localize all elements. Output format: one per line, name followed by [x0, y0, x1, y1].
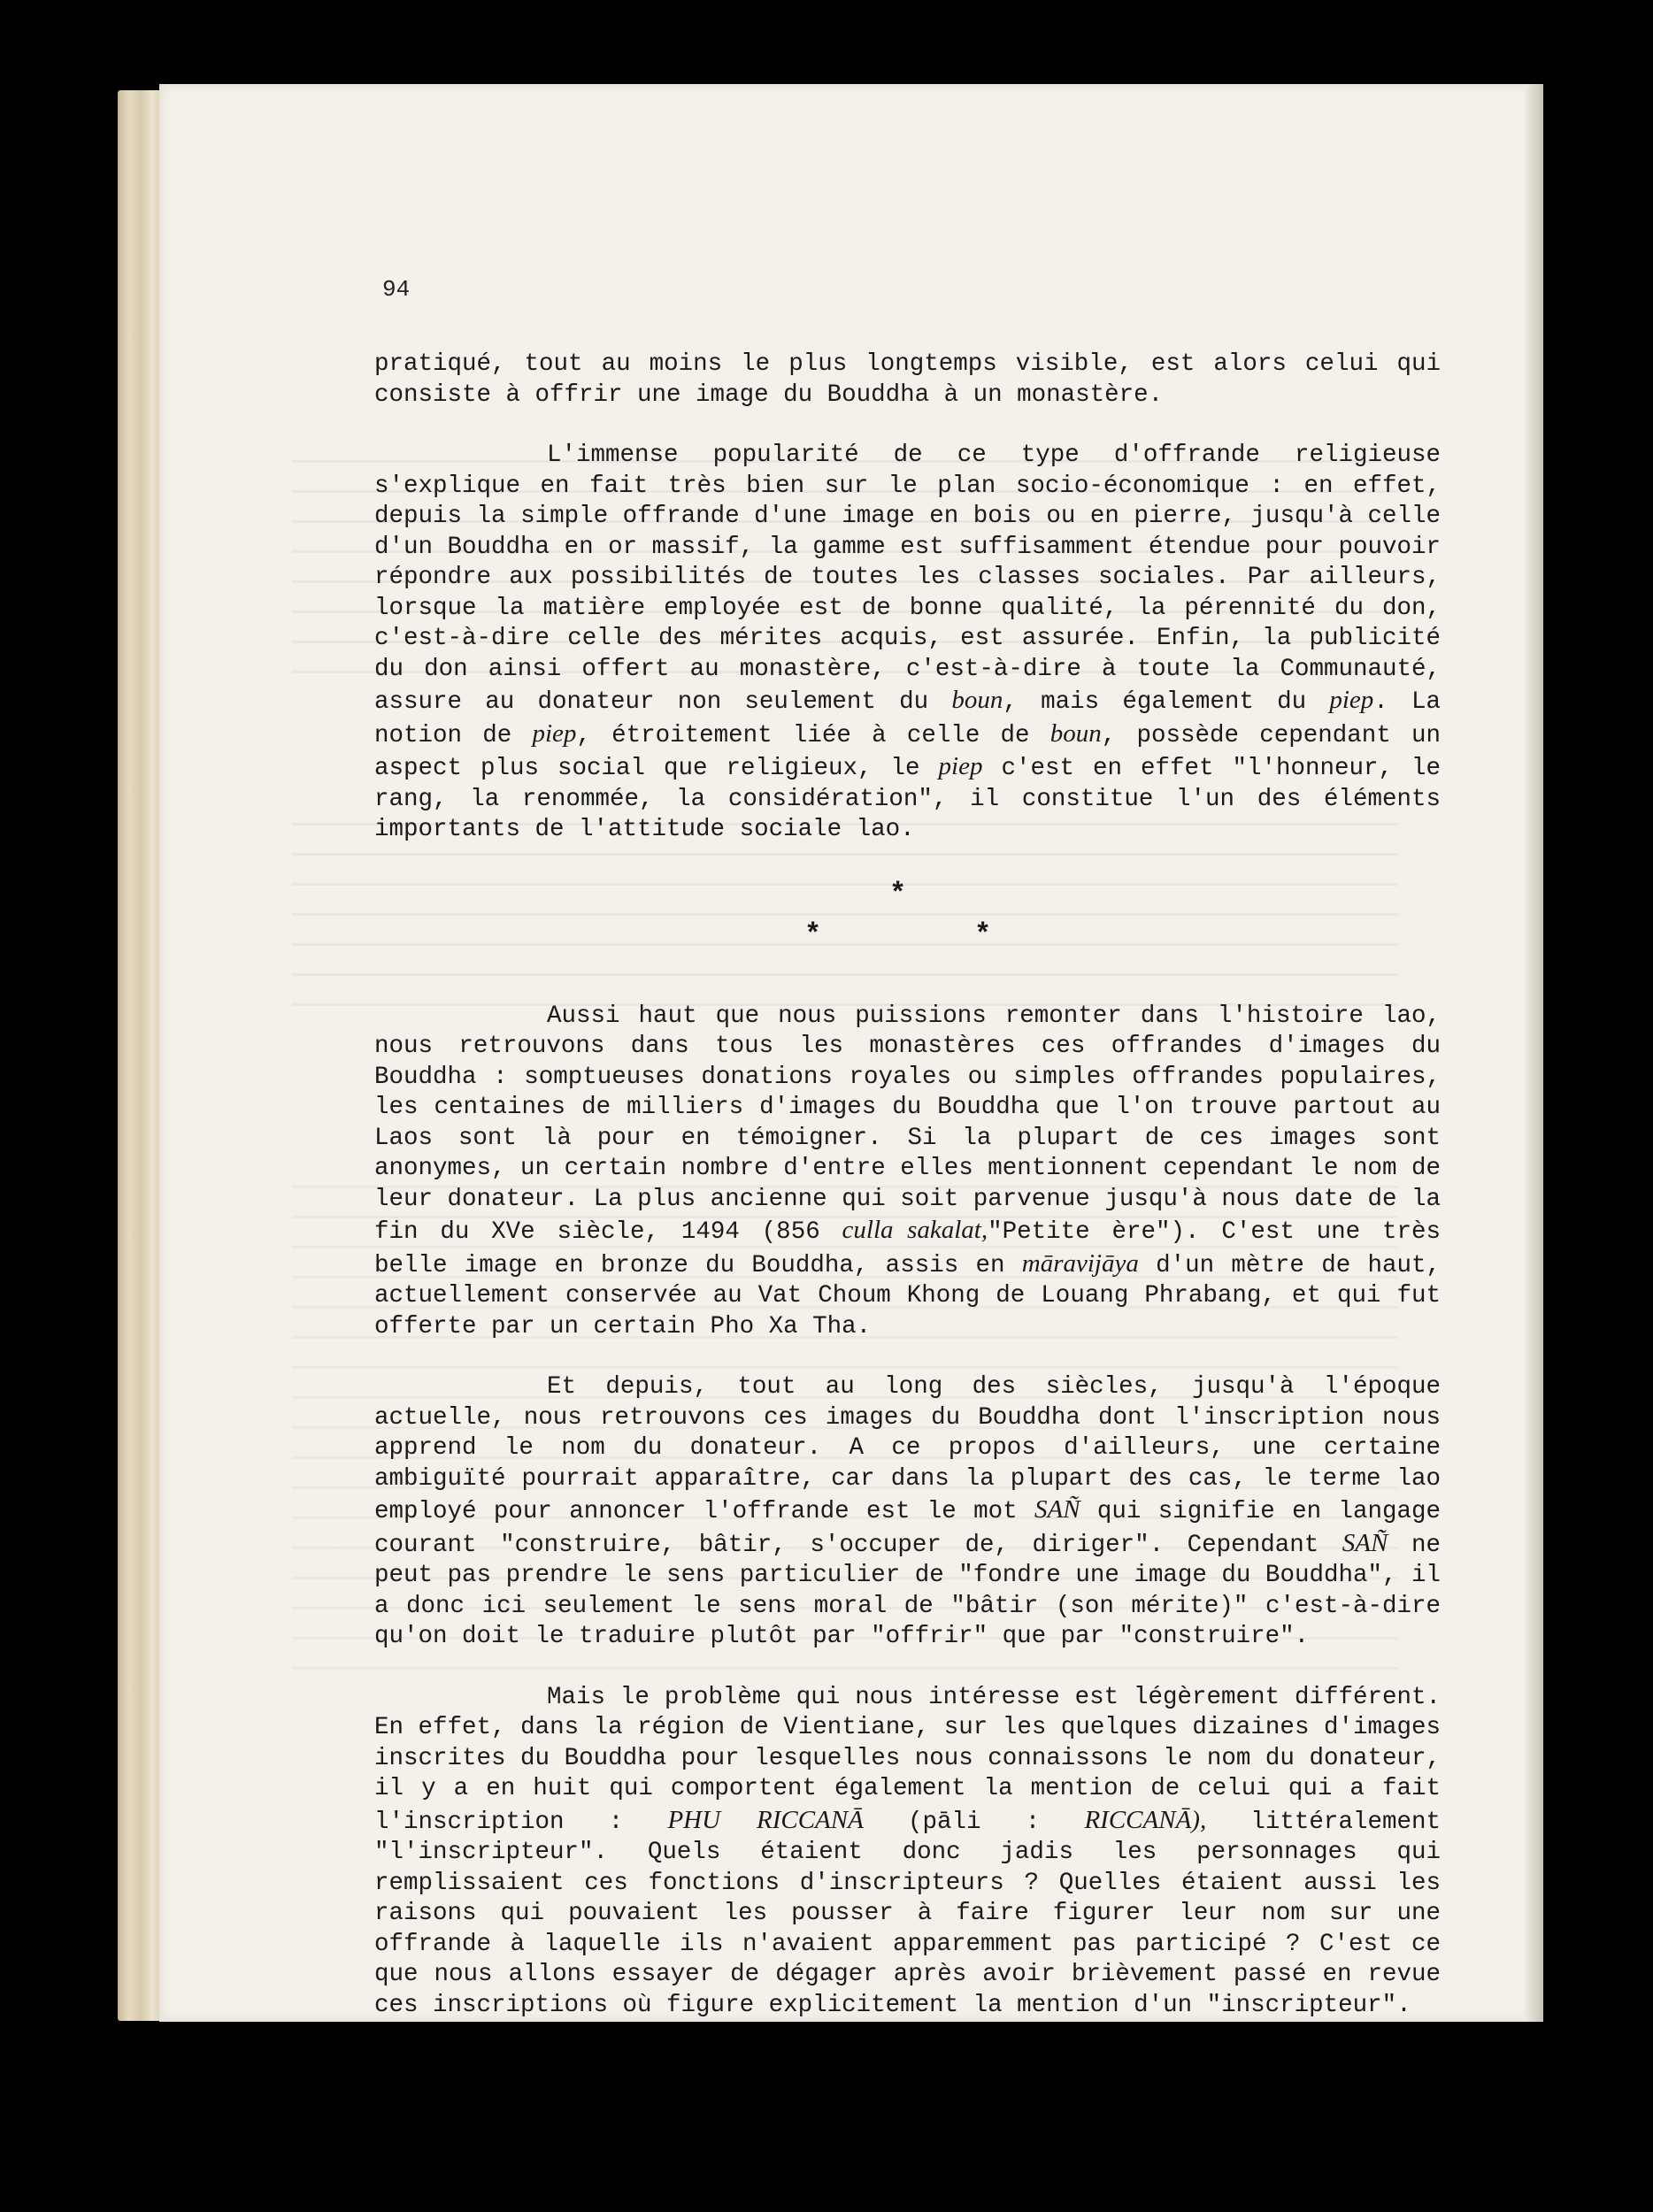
italic-term: piep — [938, 752, 983, 780]
text-run: . La notion de — [374, 688, 1441, 749]
italic-term: SAÑ — [1034, 1495, 1080, 1524]
italic-term: boun — [951, 686, 1003, 714]
text-run: Et depuis, tout au long des siècles, jusqu'à l'époque actuelle, nous retrouvons ces images du Bouddha dont l'inscription nous apprend le nom du donateur. A ce propos d'ailleurs, une certaine ambiguïté pourrait apparaître, car dans la plupart des cas, le terme lao employé pour annoncer l'offrande est le mot — [374, 1373, 1441, 1525]
text-run: , possède cependant un aspect plus social que religieux, le — [374, 721, 1441, 782]
paragraph — [374, 1683, 1441, 2022]
italic-term: piep — [532, 718, 577, 748]
text-run: littéralement "l'inscripteur". Quels étaient donc jadis les personnages qui remplissaient ces fonctions d'inscripteurs ? Quelles étaient aussi les raisons qui pouvaient les pousser à faire figurer leur nom sur une offrande à laquelle ils n'avaient apparemment pas participé ? C'est ce que nous allons essayer de dégager après avoir brièvement passé en revue ces inscriptions où figure explicitement la mention d'un "inscripteur". — [374, 1808, 1441, 2019]
paragraph: pratiqué, tout au moins le plus longtemps visible, est alors celui qui consiste à offrir une image du Bouddha à un monastère. — [374, 350, 1441, 409]
italic-term: PHU RICCANĀ — [667, 1805, 864, 1834]
italic-term: RICCANĀ), — [1084, 1805, 1207, 1834]
italic-term: piep — [1329, 686, 1374, 714]
paragraph — [374, 1002, 1441, 1343]
page-number: 94 — [382, 276, 411, 303]
italic-term: māravijāya — [1021, 1248, 1139, 1278]
text-run: L'immense popularité de ce type d'offrande religieuse s'explique en fait très bien sur le plan socio-économique : en effet, depuis la simple offrande d'une image en bois ou en pierre, jusqu'à celle d'un Bouddha en or massif, la gamme est suffisamment étendue pour pouvoir répondre aux possibilités de toutes les classes sociales. Par ailleurs, lorsque la matière employée est de bonne qualité, la pérennité du don, c'est-à-dire celle des mérites acquis, est assurée. Enfin, la publicité du don ainsi offert au monastère, c'est-à-dire à toute la Communauté, assure au donateur non seulement du — [374, 442, 1441, 716]
text-run: d'un mètre de haut, actuellement conservée au Vat Choum Khong de Louang Phrabang, et qui fut offerte par un certain Pho Xa Tha. — [374, 1251, 1441, 1340]
text-run: qui signifie en langage courant "construire, bâtir, s'occuper de, diriger". Cependant — [374, 1498, 1441, 1559]
text-run: , étroitement liée à celle de — [576, 721, 1030, 749]
italic-term: boun — [1049, 718, 1102, 748]
text-run: c'est en effet "l'honneur, le rang, la renommée, la considération", il constitue l'un des éléments importants de l'attitude sociale lao. — [374, 755, 1441, 843]
text-run: Aussi haut que nous puissions remonter dans l'histoire lao, nous retrouvons dans tous les monastères ces offrandes d'images du Bouddha : somptueuses donations royales ou simples offrandes populaires, les centaines de milliers d'images du Bouddha que l'on trouve partout au Laos sont là pour en témoigner. Si la plupart de ces images sont anonymes, un certain nombre d'entre elles mentionnent cependant le nom de leur donateur. La plus ancienne qui soit parvenue jusqu'à nous date de la fin du XVe siècle, 1494 (856 — [374, 1002, 1441, 1246]
paragraph — [374, 441, 1441, 846]
asterisk: * — [804, 918, 822, 951]
page-gutter-shadow — [1524, 84, 1543, 2022]
body-text — [374, 349, 1441, 2051]
text-run: Mais le problème qui nous intéresse est légèrement différent. En effet, dans la région de Vientiane, sur les quelques dizaines d'images inscrites du Bouddha pour lesquelles nous connaissons le nom du donateur, il y a en huit qui comportent également la mention de celui qui a fait l'inscription : — [374, 1683, 1441, 1836]
italic-term: culla sakalat, — [842, 1216, 988, 1244]
book-page-edges — [118, 90, 164, 2021]
text-run: ne peut pas prendre le sens particulier de "fondre une image du Bouddha", il a donc ici seulement le sens moral de "bâtir (son mérite)" c'est-à-dire qu'on doit le traduire plutôt par "offrir" que par "construire". — [374, 1531, 1441, 1650]
paragraph — [374, 1372, 1441, 1653]
text-run: "Petite ère"). C'est une très belle image en bronze du Bouddha, assis en — [374, 1218, 1441, 1279]
text-run: , mais également du — [1003, 688, 1307, 716]
asterisk: * — [889, 877, 907, 910]
section-break-asterism — [374, 876, 1441, 973]
asterisk: * — [974, 918, 992, 951]
italic-term: SAÑ — [1342, 1528, 1388, 1557]
text-run: (pāli : — [908, 1808, 1041, 1836]
